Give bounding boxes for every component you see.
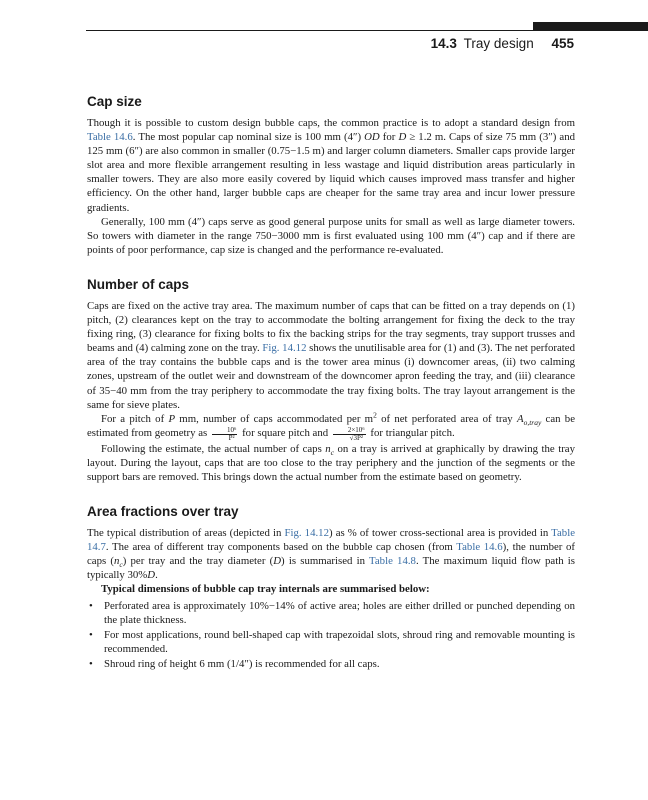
paragraph: Caps are fixed on the active tray area. The maximum number of caps that can be fitted on a tray depends on (1) pitch, (2) clearances kept on the tray to accommodate the bolting arrangement for fixing the deck to the tray fixing ring, (3) clearance for fixing bolts to fix the backing strips for the tray segments, tray support trusses and beams and (4) calming zone on the tray. Fig. 14.12 shows the unutilisable area for (1) and (3). The net perforated area of the tray contains the bubble caps and is the tower area minus (i) downcomer areas, (ii) two calming zones, upstream of the outlet weir and downstream of the downcomer apron feeding the tray, and (iii) clearance of 35−40 mm from the tray periphery to accommodate the tray fixing bolts. The tray layout arrangement is the same for sieve plates. <box>87 299 575 411</box>
table-link[interactable]: Table 14.6 <box>456 541 503 554</box>
section-cap-size <box>87 94 575 257</box>
page-body <box>87 94 575 691</box>
figure-link[interactable]: Fig. 14.12 <box>262 342 307 355</box>
section-area-fractions <box>87 504 575 671</box>
list-item: • Perforated area is approximately 10%−14% of active area; holes are either drilled or punched depending on the plate thickness. <box>89 599 575 626</box>
list-item: • Shroud ring of height 6 mm (1/4″) is recommended for all caps. <box>89 657 380 670</box>
fraction-triangular-pitch: $\frac{\text{2×10⁶}}{\text{√3P²}}$ <box>333 427 366 442</box>
list-item: • For most applications, round bell-shaped cap with trapezoidal slots, shroud ring and removable mounting is recommended. <box>89 628 575 655</box>
paragraph: Following the estimate, the actual number of caps $n_c$ on a tray is arrived at graphically by drawing the tray layout. During the layout, caps that are too close to the tray periphery and the junction of the segments or the support bars are removed. This brings down the actual number from the estimate based on geometry. <box>87 442 575 483</box>
page-number: 455 <box>551 36 574 51</box>
bullet-icon: • <box>89 599 93 612</box>
figure-link[interactable]: Fig. 14.12 <box>284 527 329 540</box>
header-rule <box>86 30 574 31</box>
heading-area-fractions: Area fractions over tray <box>87 504 239 520</box>
table-link[interactable]: Table 14.7 <box>87 527 575 554</box>
section-number-of-caps <box>87 277 575 484</box>
bullet-icon: • <box>89 657 93 670</box>
bold-summary-line: Typical dimensions of bubble cap tray internals are summarised below: <box>101 583 430 596</box>
section-number: 14.3 <box>430 36 457 51</box>
running-header <box>431 36 574 51</box>
paragraph: For a pitch of P mm, number of caps accommodated per $m^2$ of net perforated area of tray $A_{o,tray}$ can be estimated from geometry as $\frac{\text{10⁶}}{\text{P²}}$ for square pitch and $\frac{\text{2×10⁶}}{\text{√3P²}}$ for triangular pitch. <box>87 410 575 442</box>
heading-cap-size: Cap size <box>87 94 142 109</box>
paragraph: The typical distribution of areas (depicted in Fig. 14.12) as % of tower cross-sectional area is provided in Table 14.7. The area of different tray components based on the bubble cap chosen (from Table 14.6), the number of caps $(n_c)$ per tray and the tray diameter (D) is summarised in Table 14.8. The maximum liquid flow path is typically 30%D. <box>87 527 576 582</box>
paragraph: Though it is possible to custom design bubble caps, the common practice is to adopt a standard design from Table 14.6. The most popular cap nominal size is 100 mm (4″) OD for D ≥ 1.2 m. Caps of size 75 mm (3″) and 125 mm (6″) are also common in smaller (0.75−1.5 m) and larger column diameters. Smaller caps provide larger slot area and more flexible arrangement resulting in less wastage and liquid distribution areas particularly in smaller towers. They are also more easily covered by liquid which causes improved mass transfer and higher efficiency. On the other hand, larger bubble caps are cheaper for the same tray area and incur lower pressure gradients. <box>87 117 575 214</box>
bullet-list <box>87 599 575 671</box>
bullet-icon: • <box>89 628 93 641</box>
section-title: Tray design <box>463 36 534 51</box>
paragraph: Generally, 100 mm (4″) caps serve as good general purpose units for small as well as large diameter towers. So towers with diameter in the range 750−3000 mm is first evaluated using 100 mm (4″) cap and if there are points of poor performance, cap size is changed and the performance re-evaluated. <box>87 215 575 256</box>
table-link[interactable]: Table 14.6 <box>87 131 133 144</box>
heading-number-of-caps: Number of caps <box>87 276 190 292</box>
fraction-square-pitch: $\frac{\text{10⁶}}{\text{P²}}$ <box>212 427 237 442</box>
table-link[interactable]: Table 14.8 <box>369 555 416 568</box>
